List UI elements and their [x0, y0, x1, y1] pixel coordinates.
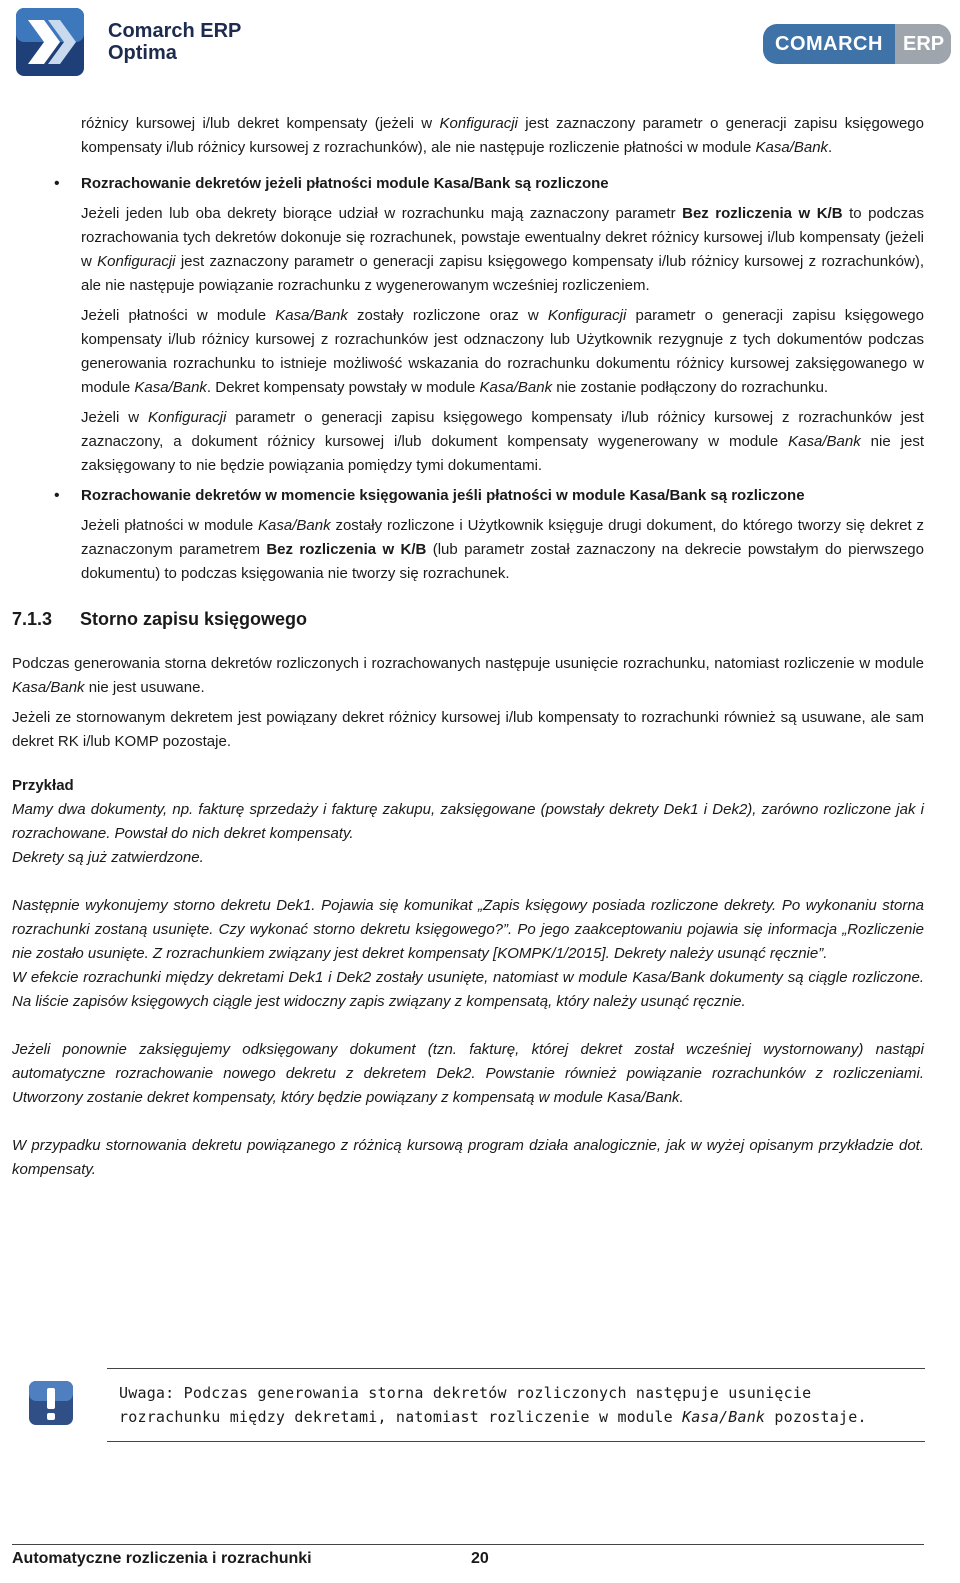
brand-line-1: Comarch ERP: [108, 20, 242, 42]
brand-line-2: Optima: [108, 42, 177, 64]
page-header: [0, 0, 960, 90]
section-number: 7.1.3: [12, 609, 53, 629]
section-heading: [12, 606, 924, 632]
example-line-5: Jeżeli ponownie zaksięgujemy odksięgowany dokument (tzn. fakturę, której dekret został wcześniej wystornowany) nastąpi automatyczne rozrachowanie nowego dekretu z dekretem Dek2. Powstanie również powiązanie rozrachunków z rozliczeniami. Utworzony zostanie dekret kompensaty, który będzie powiązany z kompensatą w module Kasa/Bank.: [12, 1041, 924, 1106]
badge-erp-text: ERP: [903, 33, 945, 55]
example-line-2: Dekrety są już zatwierdzone.: [12, 849, 204, 866]
page-footer: [12, 1544, 924, 1567]
paragraph-bez-rozliczenia: Jeżeli jeden lub oba dekrety biorące udział w rozrachunku mają zaznaczony parametr Bez rozliczenia w K/B to podczas rozrachowania tych dekretów dokonuje się rozrachunek, powstaje ewentualny dekret różnicy kursowej i/lub kompensaty (jeżeli w Konfiguracji jest zaznaczony parametr o generacji zapisu księgowego kompensaty i/lub różnicy kursowej z rozrachunków), ale nie następuje powiązanie rozrachunku z wygenerowanym wcześniej rozliczeniem.: [81, 205, 924, 294]
comarch-erp-logo-icon: [14, 6, 86, 78]
example-line-1: Mamy dwa dokumenty, np. fakturę sprzedaży i fakturę zakupu, zaksięgowane (powstały dekrety Dek1 i Dek2), zarówno rozliczone jak i rozrachowane. Powstał do nich dekret kompensaty.: [12, 801, 924, 842]
paragraph-continuation: różnicy kursowej i/lub dekret kompensaty (jeżeli w Konfiguracji jest zaznaczony parametr o generacji zapisu księgowego kompensaty i/lub różnicy kursowej z rozrachunków), ale nie następuje rozliczenie płatności w module Kasa/Bank.: [81, 115, 924, 156]
bullet-heading-2: • Rozrachowanie dekretów w momencie księgowania jeśli płatności w module Kasa/Bank są rozliczone: [81, 484, 924, 508]
document-body: [12, 112, 924, 1182]
exclamation-icon: [28, 1380, 74, 1426]
note-text: Uwaga: Podczas generowania storna dekretów rozliczonych następuje usunięcie rozrachunku między dekretami, natomiast rozliczenie w module Kasa/Bank pozostaje.: [119, 1384, 867, 1426]
example-heading: Przykład: [12, 777, 74, 794]
badge-comarch-text: COMARCH: [775, 33, 883, 55]
paragraph-konfiguracja: Jeżeli w Konfiguracji parametr o generacji zapisu księgowego kompensaty i/lub różnicy kursowej z rozrachunków jest zaznaczony, a dokument różnicy kursowej i/lub dokument kompensaty wygenerowany w module Kasa/Bank nie jest zaksięgowany to nie będzie powiązania pomiędzy tymi dokumentami.: [81, 409, 924, 474]
paragraph-storno-1: Podczas generowania storna dekretów rozliczonych i rozrachowanych następuje usunięcie rozrachunku, natomiast rozliczenie w module Kasa/Bank nie jest usuwane.: [12, 655, 924, 696]
example-line-6: W przypadku stornowania dekretu powiązanego z różnicą kursową program działa analogicznie, jak w wyżej opisanym przykładzie dot. kompensaty.: [12, 1137, 924, 1178]
brand-name: [108, 20, 241, 64]
comarch-erp-badge: [763, 24, 951, 64]
paragraph-ksiegowanie: Jeżeli płatności w module Kasa/Bank zostały rozliczone i Użytkownik księguje drugi dokument, do którego tworzy się dekret z zaznaczonym parametrem Bez rozliczenia w K/B (lub parametr został zaznaczony na dekrecie powstałym do pierwszego dokumentu) to podczas księgowania nie tworzy się rozrachunek.: [81, 517, 924, 582]
paragraph-storno-2: Jeżeli ze stornowanym dekretem jest powiązany dekret różnicy kursowej i/lub kompensaty to rozrachunki również są usuwane, ale sam dekret RK i/lub KOMP pozostaje.: [12, 709, 924, 750]
example-line-3: Następnie wykonujemy storno dekretu Dek1. Pojawia się komunikat „Zapis księgowy posiada rozliczone dekrety. Po wykonaniu storna rozrachunki zostaną usunięte. Czy wykonać storno dekretu księgowego?”. Po jego zaakceptowaniu pojawia się informacja „Rozliczenie nie zostało usunięte. Z rozrachunkiem związany jest dekret kompensaty [KOMPK/1/2015]. Dekrety należy usunąć ręcznie”.: [12, 897, 924, 962]
note-box: [107, 1368, 925, 1442]
paragraph-kasa-bank-rozliczone: Jeżeli płatności w module Kasa/Bank zostały rozliczone oraz w Konfiguracji parametr o generacji zapisu księgowego kompensaty i/lub różnicy kursowej z rozrachunków jest odznaczony lub Użytkownik rezygnuje z tych dokumentów podczas generowania rozrachunku to istnieje możliwość wskazania do rozrachunku dokumentu różnicy kursowej zaksięgowanego w module Kasa/Bank. Dekret kompensaty powstały w module Kasa/Bank nie zostanie podłączony do rozrachunku.: [81, 307, 924, 396]
page-number: 20: [471, 1550, 489, 1567]
footer-title: Automatyczne rozliczenia i rozrachunki: [12, 1550, 312, 1567]
section-title: Storno zapisu księgowego: [80, 609, 308, 629]
bullet-heading-1: • Rozrachowanie dekretów jeżeli płatności module Kasa/Bank są rozliczone: [81, 172, 924, 196]
example-line-4: W efekcie rozrachunki między dekretami Dek1 i Dek2 zostały usunięte, natomiast w module Kasa/Bank dokumenty są ciągle rozliczone. Na liście zapisów księgowych ciągle jest widoczny zapis związany z kompensatą, który należy usunąć ręcznie.: [12, 969, 924, 1010]
